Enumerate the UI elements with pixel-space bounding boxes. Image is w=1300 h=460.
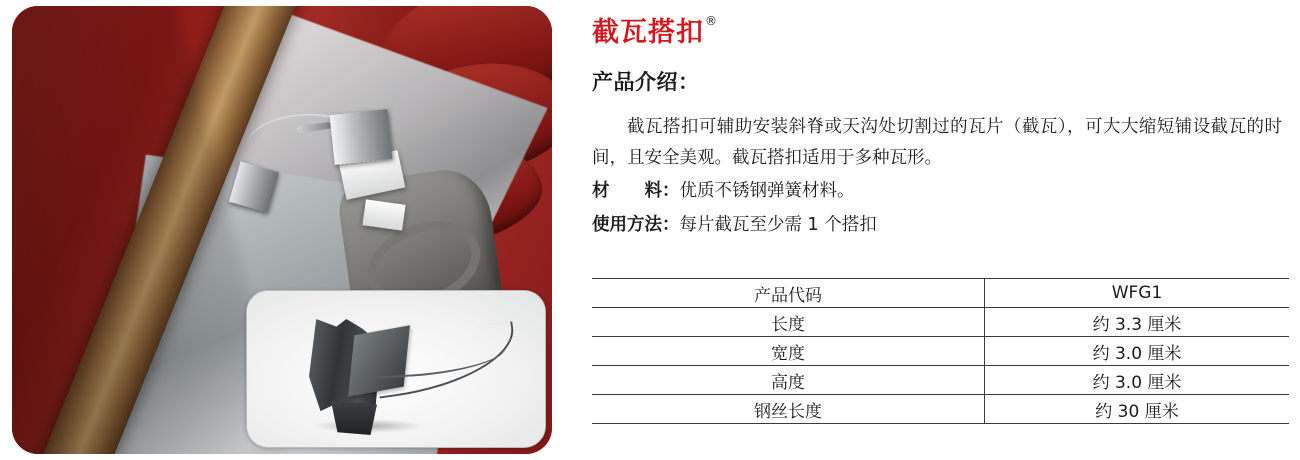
specification-table <box>592 278 1289 424</box>
table-cell-value: 约 30 厘米 <box>985 395 1290 424</box>
table-cell-key: 宽度 <box>592 337 985 366</box>
section-heading: 产品介绍： <box>592 70 700 94</box>
spec-usage-label: 使用方法： <box>592 215 680 235</box>
table-cell-value: 约 3.0 厘米 <box>985 366 1290 395</box>
spec-usage-value: 每片截瓦至少需 1 个搭扣 <box>679 215 877 235</box>
inset-product-photo <box>246 290 546 448</box>
spec-material-value: 优质不锈钢弹簧材料。 <box>679 181 855 201</box>
table-cell-value: 约 3.0 厘米 <box>985 337 1290 366</box>
product-description: 截瓦搭扣可辅助安装斜脊或天沟处切割过的瓦片（截瓦），可大大缩短铺设截瓦的时间，且安全美观。截瓦搭扣适用于多种瓦形。 <box>592 117 1282 168</box>
main-product-photo <box>12 6 552 454</box>
table-row <box>592 279 1289 308</box>
tile-fragment <box>362 199 405 230</box>
table-cell-key: 高度 <box>592 366 985 395</box>
table-row <box>592 337 1289 366</box>
clip-tail <box>331 401 377 435</box>
table-row <box>592 308 1289 337</box>
spec-usage <box>592 211 877 236</box>
table-cell-key: 产品代码 <box>592 279 985 308</box>
spec-material-label: 材 料： <box>592 181 680 201</box>
product-title: 截瓦搭扣 <box>592 17 704 48</box>
table-cell-value: 约 3.3 厘米 <box>985 308 1290 337</box>
spec-material <box>592 177 855 202</box>
table-row <box>592 395 1289 424</box>
table-row <box>592 366 1289 395</box>
product-title-wrap <box>592 10 716 49</box>
table-cell-key: 长度 <box>592 308 985 337</box>
trademark-icon: ® <box>705 13 717 28</box>
product-info-panel <box>592 0 1292 460</box>
tile-clip-installed <box>330 109 393 165</box>
table-cell-value: WFG1 <box>985 279 1290 308</box>
table-cell-key: 钢丝长度 <box>592 395 985 424</box>
